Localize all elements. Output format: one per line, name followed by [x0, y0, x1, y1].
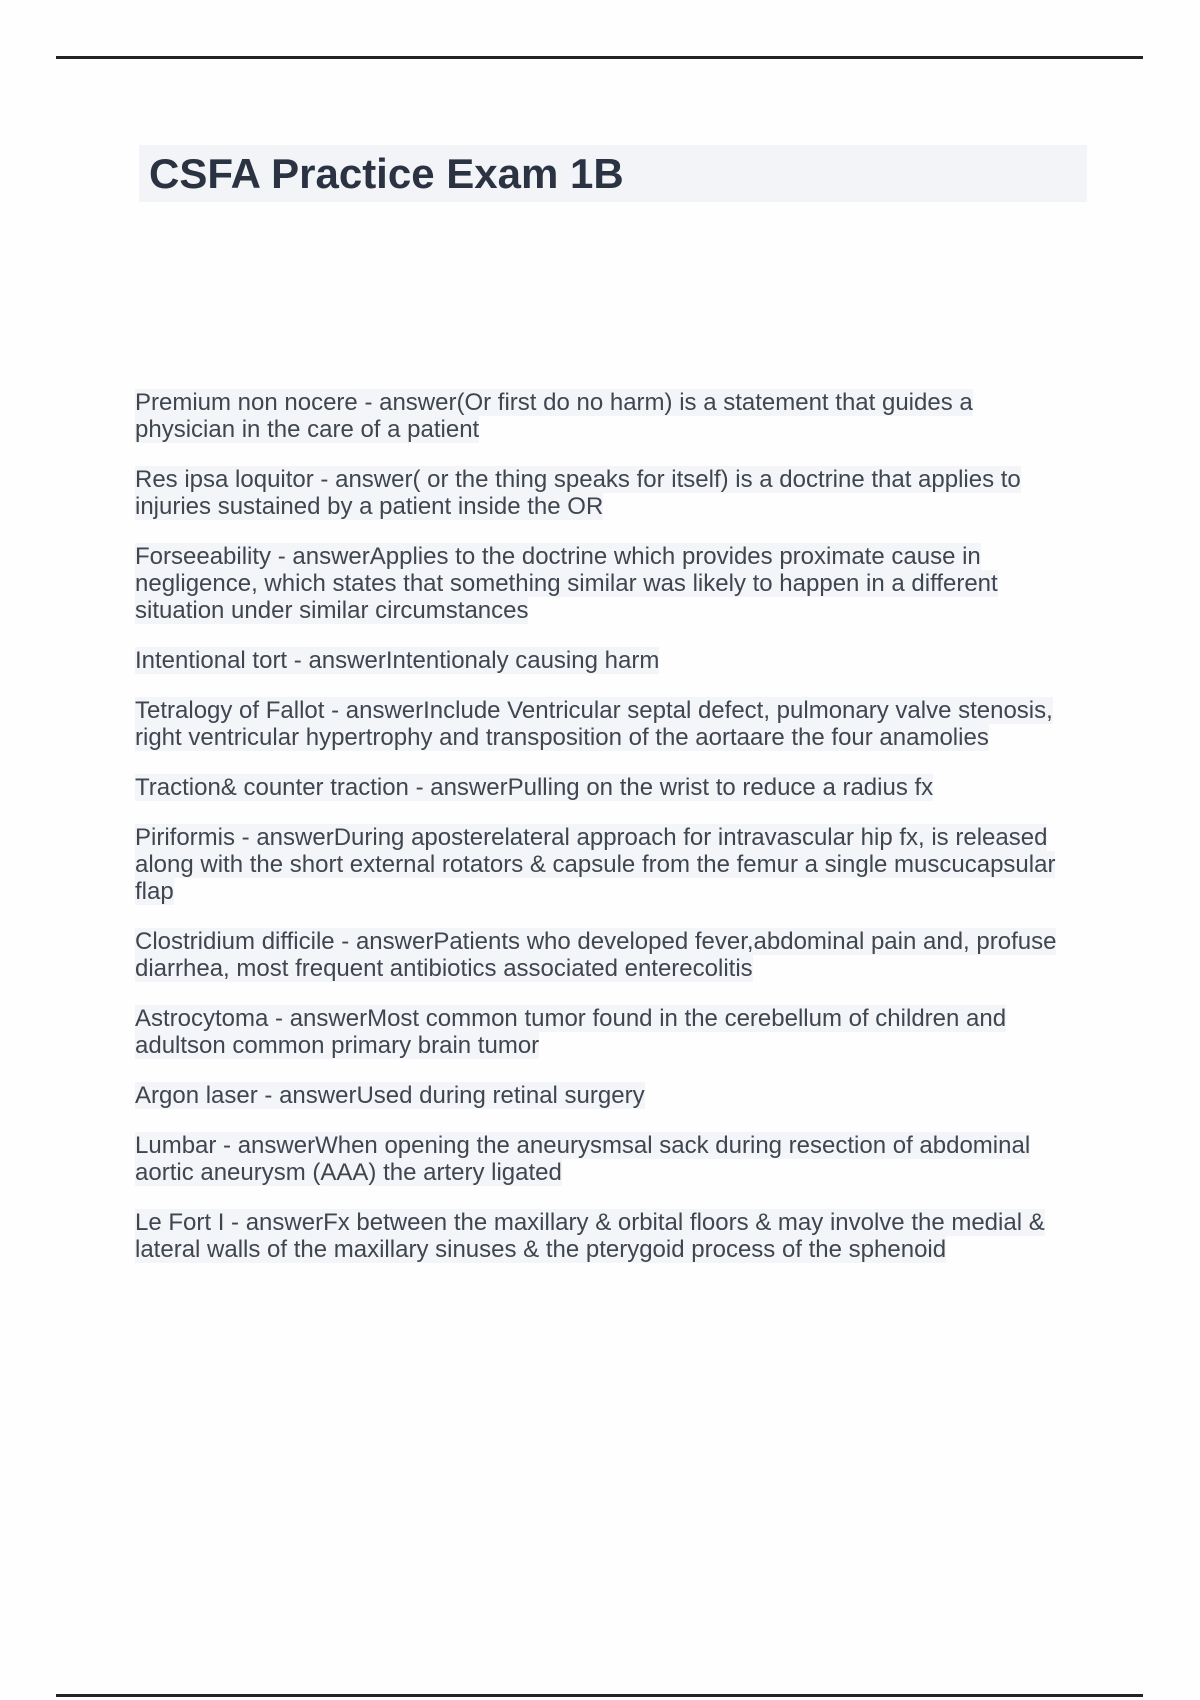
top-horizontal-rule — [56, 56, 1143, 59]
definition: Include Ventricular septal defect, pulmonary valve stenosis, right ventricular hypertrophy and transposition of the aortaare the four anamolies — [135, 697, 1053, 751]
definition: Fx between the maxillary & orbital floors & may involve the medial & lateral walls of the maxillary sinuses & the pterygoid process of the sphenoid — [135, 1209, 1045, 1263]
qa-entry — [135, 697, 1069, 751]
term: Astrocytoma — [135, 1005, 269, 1032]
term: Intentional tort — [135, 647, 288, 674]
qa-entry — [135, 928, 1069, 982]
qa-entry — [135, 824, 1069, 905]
qa-entry — [135, 1082, 1069, 1109]
answer-separator: - answer — [334, 928, 434, 955]
term: Clostridium difficile — [135, 928, 335, 955]
answer-separator: - answer — [257, 1082, 357, 1109]
answer-separator: - answer — [235, 824, 334, 851]
qa-entry — [135, 543, 1069, 624]
definition: Used during retinal surgery — [356, 1082, 645, 1109]
definition: (Or first do no harm) is a statement that guides a physician in the care of a patient — [135, 389, 973, 443]
definition: When opening the aneurysmsal sack during resection of abdominal aortic aneurysm (AAA) the artery ligated — [135, 1132, 1031, 1186]
term: Premium non nocere — [135, 389, 358, 416]
answer-separator: - answer — [224, 1209, 324, 1236]
answer-separator: - answer — [357, 389, 457, 416]
definition: Applies to the doctrine which provides proximate cause in negligence, which states that something similar was likely to happen in a different situation under similar circumstances — [135, 543, 998, 624]
definition: Patients who developed fever,abdominal pain and, profuse diarrhea, most frequent antibiotics associated enterecolitis — [135, 928, 1057, 982]
definition: During aposterelateral approach for intravascular hip fx, is released along with the short external rotators & capsule from the femur a single muscucapsular flap — [135, 824, 1056, 905]
page-title: CSFA Practice Exam 1B — [149, 150, 624, 197]
term: Lumbar — [135, 1132, 217, 1159]
definition: ( or the thing speaks for itself) is a doctrine that applies to injuries sustained by a patient inside the OR — [135, 466, 1021, 520]
term: Le Fort I — [135, 1209, 225, 1236]
answer-separator: - answer — [313, 466, 413, 493]
term: Tetralogy of Fallot — [135, 697, 325, 724]
answer-separator: - answer — [287, 647, 386, 674]
term: Res ipsa loquitor — [135, 466, 314, 493]
term: Forseeability — [135, 543, 272, 570]
definition: Pulling on the wrist to reduce a radius fx — [507, 774, 934, 801]
qa-entry — [135, 1005, 1069, 1059]
qa-entry — [135, 1209, 1069, 1263]
answer-separator: - answer — [268, 1005, 368, 1032]
bottom-horizontal-rule — [56, 1694, 1143, 1697]
title-block — [139, 145, 1087, 202]
term: Piriformis — [135, 824, 235, 851]
answer-separator: - answer — [408, 774, 508, 801]
qa-list — [135, 389, 1069, 1286]
qa-entry — [135, 466, 1069, 520]
answer-separator: - answer — [324, 697, 424, 724]
qa-entry — [135, 389, 1069, 443]
qa-entry — [135, 1132, 1069, 1186]
definition: Intentionaly causing harm — [385, 647, 660, 674]
term: Traction& counter traction — [135, 774, 409, 801]
answer-separator: - answer — [216, 1132, 316, 1159]
qa-entry — [135, 647, 1069, 674]
answer-separator: - answer — [271, 543, 370, 570]
term: Argon laser — [135, 1082, 258, 1109]
definition: Most common tumor found in the cerebellum of children and adultson common primary brain tumor — [135, 1005, 1007, 1059]
qa-entry — [135, 774, 1069, 801]
